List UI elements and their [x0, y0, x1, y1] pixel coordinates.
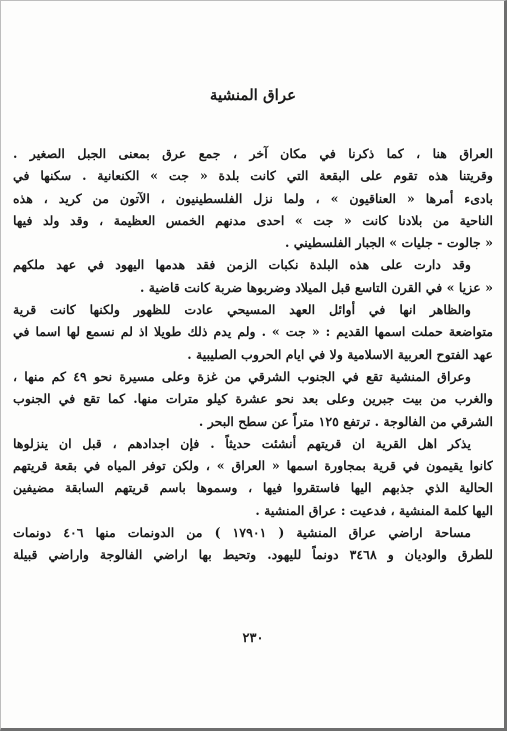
text-line: الشرقي من الفالوجة . ترتفع ١٢٥ متراً عن سطح البحر . [198, 413, 493, 429]
text-line: اليها كلمة المنشية ، فدعيت : عراق المنشية . [255, 502, 493, 518]
text-line: يذكر اهل القرية ان قريتهم أنشئت حديثاً . فإن اجدادهم ، قبل ان ينزلوها [13, 435, 471, 451]
body-text [13, 143, 493, 567]
text-line: وقريتنا هذه تقوم على البقعة التي كانت بلدة « جت » الكنعانية . سكنها في [13, 168, 493, 184]
text-line: عهد الفتوح العربية الاسلامية ولا في ايام الحروب الصليبية . [187, 346, 493, 362]
text-line: العراق هنا ، كما ذكرنا في مكان آخر ، جمع عرق بمعنى الجبل الصغير . [13, 146, 493, 161]
page-number: ٢٣٠ [242, 631, 264, 646]
text-line: والغرب من بيت جبرين وعلى بعد نحو عشرة كيلو مترات منها. كما تقع في الجنوب [13, 391, 493, 407]
text-line: « عزيا » في القرن التاسع قبل الميلاد وضربوها ضربة كانت قاضية . [139, 279, 493, 295]
book-page [13, 1, 493, 728]
text-line: الحالية الذي جذبهم اليها فاستقروا فيها ، وسموها باسم قريتهم السابقة مضيفين [13, 480, 493, 496]
text-line: وعراق المنشية تقع في الجنوب الشرقي من غزة وعلى مسيرة نحو ٤٩ كم منها ، [13, 368, 471, 384]
text-line: « جالوت - جليات » الجبار الفلسطيني . [284, 235, 493, 251]
text-line: مساحة اراضي عراق المنشية ( ١٧٩٠١ ) من الدونمات منها ٤٠٦ دونمات [13, 525, 471, 541]
text-line: وقد دارت على هذه البلدة نكبات الزمن فقد هدمها اليهود في عهد ملكهم [13, 257, 471, 273]
text-line: بادىء أمرها « العناقيون » ، ولما نزل الفلسطينيون ، الآتون من كريد ، هذه [13, 190, 493, 206]
page-title: عراق المنشية [209, 86, 297, 104]
text-line: متواضعة حملت اسمها القديم : « جت » . ولم يدم ذلك طويلا اذ لم نسمع لها اسما في [13, 324, 493, 340]
text-line: والظاهر انها في أوائل العهد المسيحي عادت للظهور ولكنها كانت قرية [13, 302, 471, 318]
text-line: الناحية من بلادنا كانت « جت » احدى مدنهم الخمس العظيمة ، وقد ولد فيها [13, 212, 493, 228]
text-line: كانوا يقيمون في قرية بمجاورة اسمها « العراق » ، ولكن توفر المياه في بقعة قريتهم [13, 458, 493, 474]
text-line: للطرق والوديان و ٣٤٦٨ دونماً لليهود. وتحيط بها اراضي الفالوجة واراضي قبيلة [13, 547, 493, 563]
